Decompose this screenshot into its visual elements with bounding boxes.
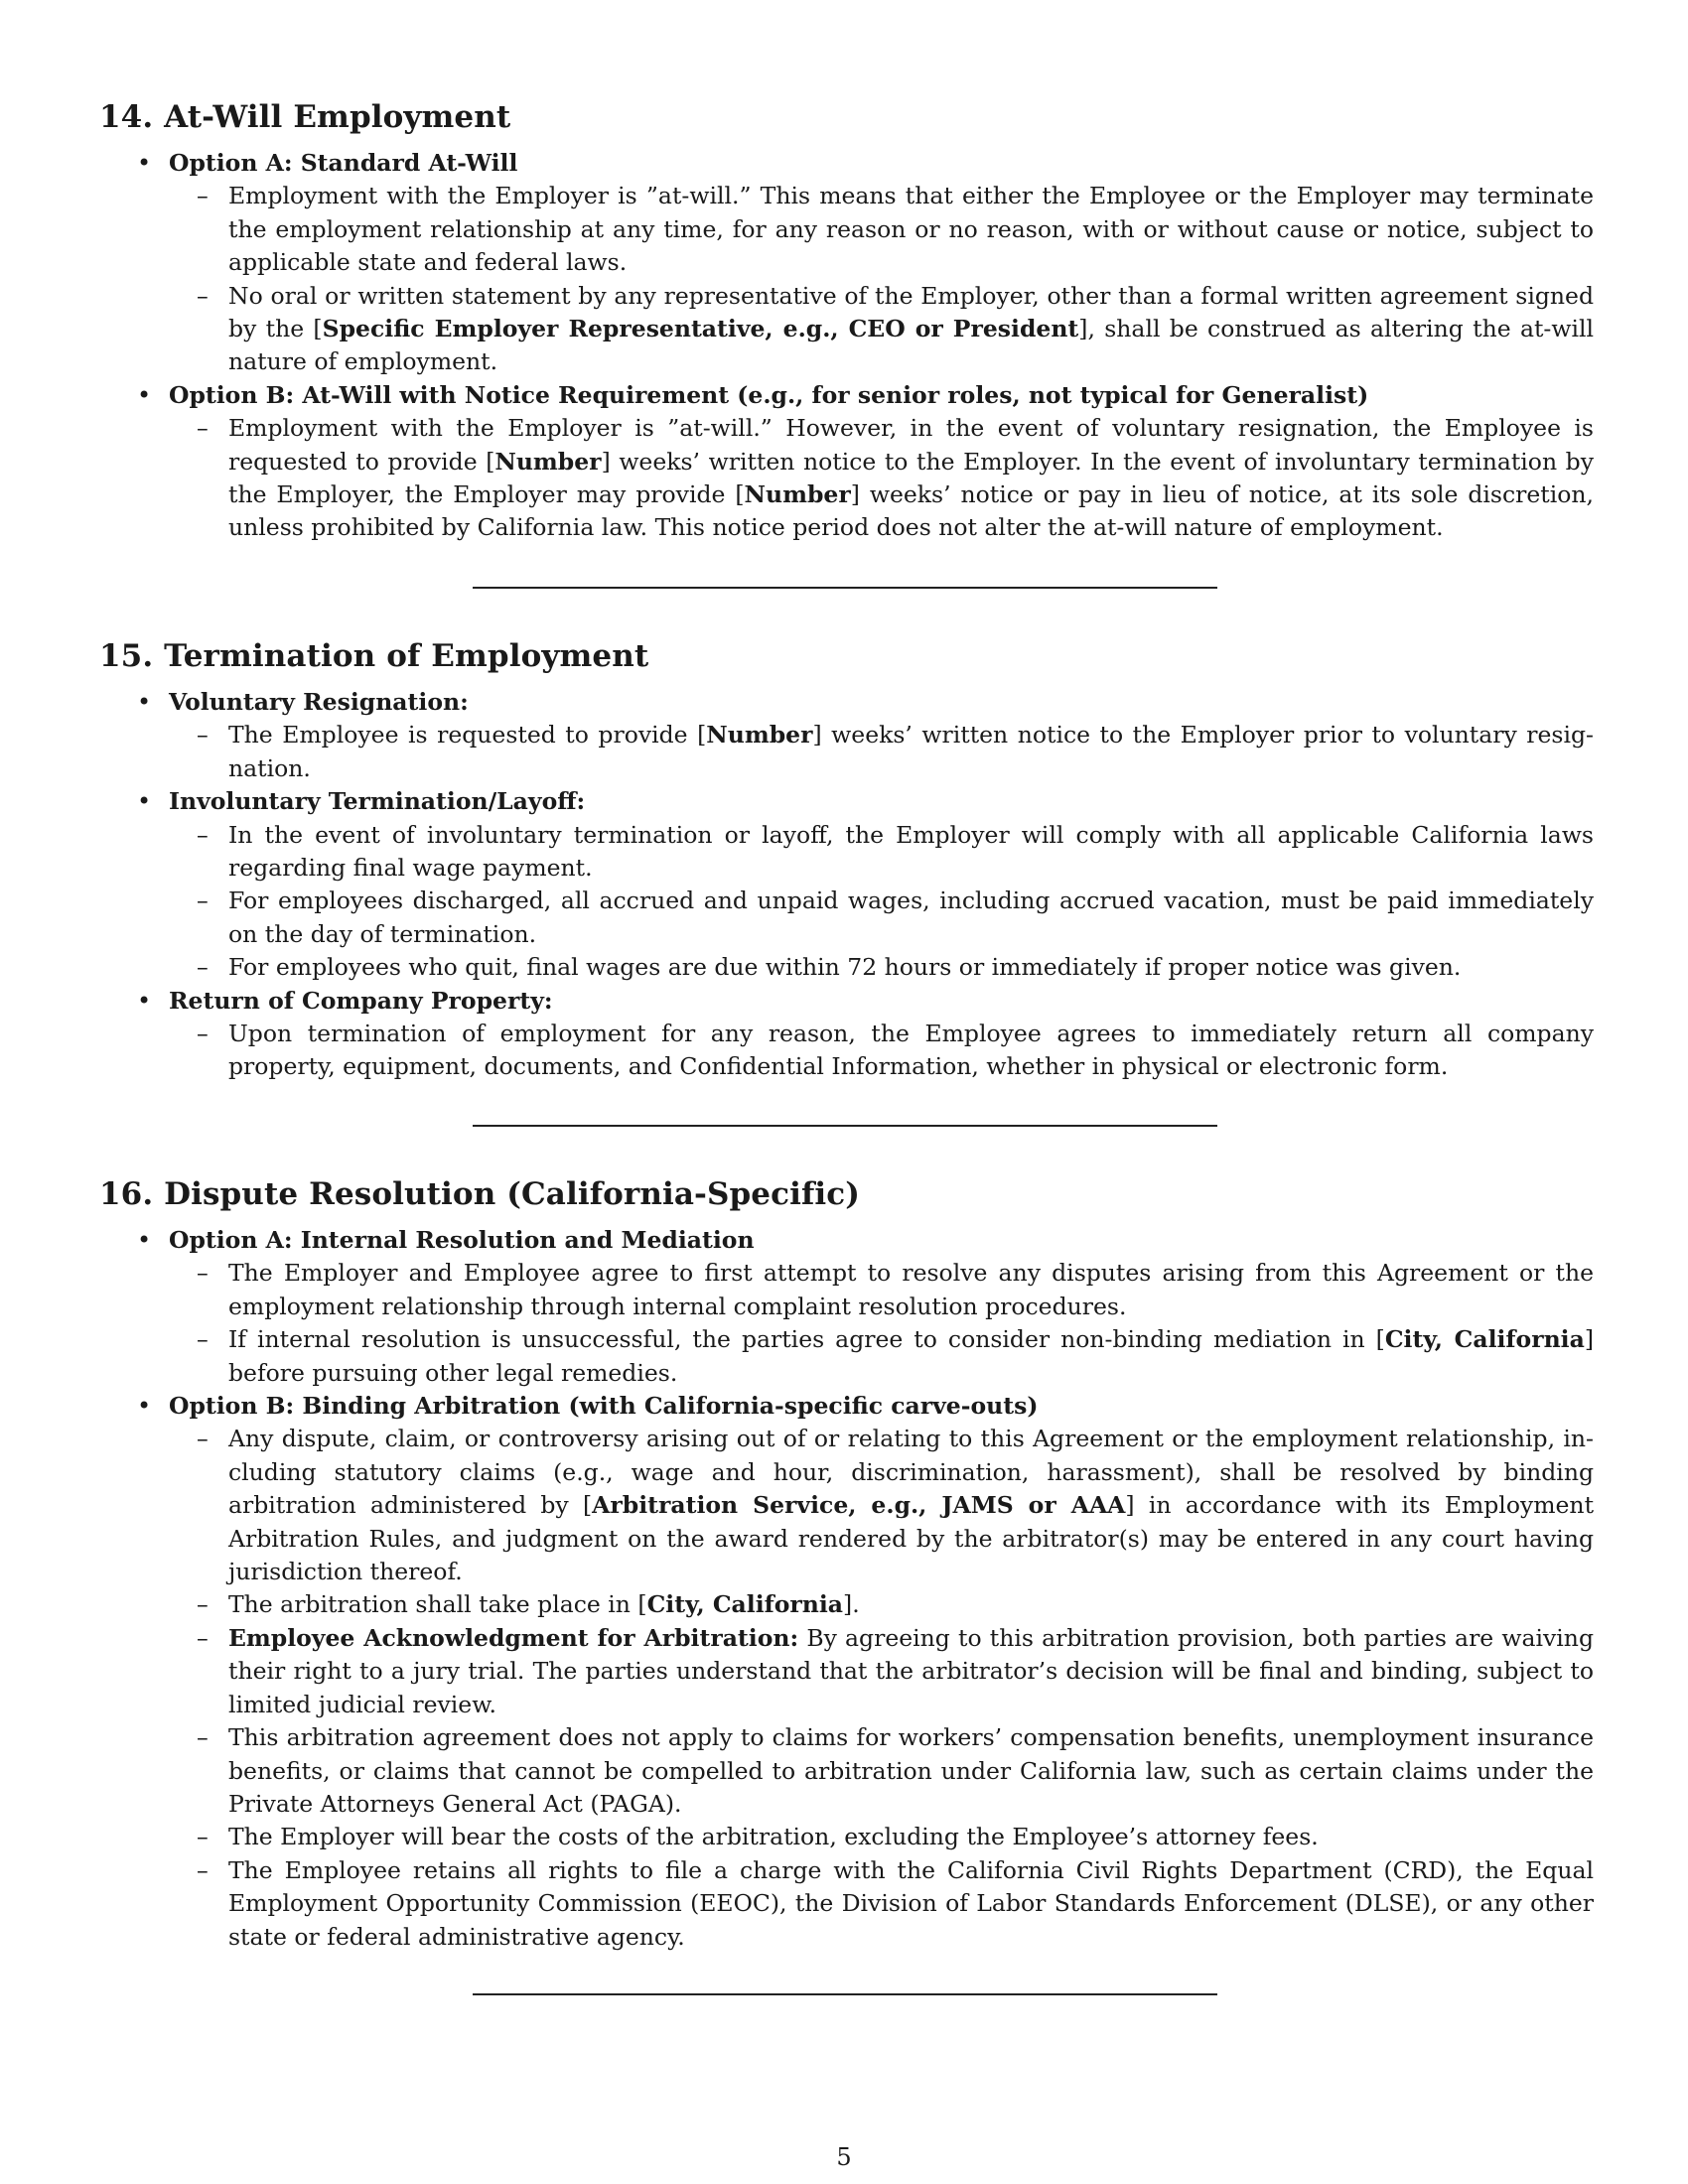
sub-item-list: [169, 819, 1594, 985]
sub-item: [169, 951, 1594, 984]
option-list: [99, 147, 1594, 545]
bullet-icon: •: [137, 688, 152, 716]
body-text: The Employer will bear the costs of the arbitration, excluding the Employee’s attorney fees.: [228, 1823, 1319, 1851]
sub-item-list: [169, 412, 1594, 545]
sub-item-list: [169, 719, 1594, 785]
option-item: [99, 1390, 1594, 1954]
sub-item: [169, 180, 1594, 279]
body-text: This arbitration agreement does not apply to claims for workers’ compensation benefits, unemployment insurance benefits, or claims that cannot be compelled to arbitration under California law, such as certain claims under the Private Attorneys General Act (PAGA).: [228, 1723, 1594, 1818]
bullet-icon: •: [137, 1392, 152, 1421]
sub-item: [169, 1721, 1594, 1821]
placeholder-text: City, California: [1384, 1325, 1585, 1354]
sub-item: [169, 1854, 1594, 1954]
body-text: If internal resolution is unsuccessful, the parties agree to consider non-binding mediation in [: [228, 1325, 1385, 1354]
bullet-icon: •: [137, 1226, 152, 1254]
sub-item: [169, 1423, 1594, 1588]
dash-icon: –: [197, 1823, 209, 1851]
option-list: [99, 686, 1594, 1084]
dash-icon: –: [197, 182, 209, 210]
section-title: 15. Termination of Employment: [99, 638, 649, 674]
sub-item: [169, 819, 1594, 886]
bullet-icon: •: [137, 787, 152, 816]
sub-item: [169, 719, 1594, 785]
dash-icon: –: [197, 953, 209, 982]
body-text: Employment with the Employer is ”at-will.” However, in the event of voluntary resignation, the Employee is requested to provide [: [228, 414, 1594, 476]
dash-icon: –: [197, 1425, 209, 1453]
dash-icon: –: [197, 887, 209, 915]
sub-item: [169, 1622, 1594, 1721]
section-divider: [473, 587, 1217, 589]
dash-icon: –: [197, 721, 209, 750]
dash-icon: –: [197, 1723, 209, 1752]
option-item: [99, 1224, 1594, 1390]
body-text: ], shall be construed as altering the at-will nature of employment.: [228, 315, 1594, 376]
dash-icon: –: [197, 414, 209, 443]
sub-item-list: [169, 1018, 1594, 1084]
option-label: Option B: Binding Arbitration (with California-specific carve-outs): [169, 1392, 1039, 1421]
option-label: Involuntary Termination/Layoff:: [169, 787, 586, 816]
option-item: [99, 785, 1594, 984]
option-label: Option B: At-Will with Notice Requirement (e.g., for senior roles, not typical for Generalist): [169, 380, 1369, 409]
body-text: The arbitration shall take place in [: [228, 1590, 647, 1619]
section-title: 14. At-Will Employment: [99, 99, 511, 135]
section-divider: [473, 1125, 1217, 1127]
placeholder-text: Employee Acknowledgment for Arbitration:: [228, 1623, 799, 1652]
sub-item: [169, 280, 1594, 379]
option-item: [99, 147, 1594, 379]
body-text: For employees discharged, all accrued and unpaid wages, including accrued vacation, must be paid immediately on the day of termination.: [228, 887, 1594, 948]
placeholder-text: Arbitration Service, e.g., JAMS or AAA: [592, 1491, 1126, 1520]
body-text: The Employee retains all rights to file a charge with the California Civil Rights Department (CRD), the Equal Employment Opportunity Commission (EEOC), the Division of Labor Standards Enforcement (DLSE), or any other state or federal administrative agency.: [228, 1855, 1594, 1951]
dash-icon: –: [197, 1020, 209, 1048]
body-text: ] before pursuing other legal remedies.: [228, 1325, 1594, 1387]
body-text: The Employee is requested to provide [: [228, 721, 707, 750]
sub-item: [169, 1821, 1594, 1853]
body-text: For employees who quit, final wages are due within 72 hours or immediately if proper notice was given.: [228, 953, 1462, 982]
body-text: Upon termination of employment for any reason, the Employee agrees to immediately return all company property, equipment, documents, and Confidential Information, whether in physical or electronic form.: [228, 1020, 1594, 1081]
sub-item-list: [169, 180, 1594, 378]
body-text: ] in accordance with its Employment Arbitration Rules, and judgment on the award rendered by the arbitrator(s) may be entered in any court having jurisdiction thereof.: [228, 1491, 1595, 1586]
section-termination-of-employment: [99, 636, 1594, 1084]
sub-item: [169, 1588, 1594, 1621]
section-title: 16. Dispute Resolution (California-Specific): [99, 1176, 861, 1212]
sub-item: [169, 1257, 1594, 1323]
bullet-icon: •: [137, 149, 152, 177]
option-item: [99, 985, 1594, 1084]
body-text: Any dispute, claim, or controversy arising out of or relating to this Agreement or the employment relationship, including statutory claims (e.g., wage and hour, discrimination, harassment), shall be resolved by binding arbitration administered by [: [228, 1425, 1594, 1520]
option-list: [99, 1224, 1594, 1954]
bullet-icon: •: [137, 986, 152, 1015]
option-label: Return of Company Property:: [169, 986, 553, 1015]
section-at-will-employment: [99, 97, 1594, 545]
bullet-icon: •: [137, 380, 152, 409]
dash-icon: –: [197, 1325, 209, 1354]
sub-item: [169, 1018, 1594, 1084]
placeholder-text: Number: [744, 480, 851, 509]
page-number: 5: [836, 2143, 852, 2171]
dash-icon: –: [197, 1623, 209, 1652]
section-divider: [473, 1993, 1217, 1995]
option-label: Voluntary Resignation:: [169, 688, 469, 716]
dash-icon: –: [197, 1590, 209, 1619]
sub-item-list: [169, 1423, 1594, 1954]
dash-icon: –: [197, 1855, 209, 1884]
placeholder-text: City, California: [646, 1590, 844, 1619]
body-text: ] weeks’ written notice to the Employer prior to voluntary resignation.: [228, 721, 1594, 782]
body-text: Employment with the Employer is ”at-will.” This means that either the Employee or the Employer may terminate the employment relationship at any time, for any reason or no reason, with or without cause or notice, subject to applicable state and federal laws.: [228, 182, 1594, 277]
placeholder-text: Number: [494, 447, 602, 476]
option-item: [99, 686, 1594, 785]
body-text: The Employer and Employee agree to first attempt to resolve any disputes arising from this Agreement or the employment relationship through internal complaint resolution procedures.: [228, 1259, 1594, 1320]
sub-item: [169, 885, 1594, 951]
sub-item: [169, 412, 1594, 545]
placeholder-text: Specific Employer Representative, e.g., CEO or President: [322, 315, 1079, 343]
option-item: [99, 379, 1594, 545]
body-text: By agreeing to this arbitration provision, both parties are waiving their right to a jury trial. The parties understand that the arbitrator’s decision will be final and binding, subject to limited judicial review.: [228, 1623, 1594, 1718]
body-text: No oral or written statement by any representative of the Employer, other than a formal written agreement signed by the [: [228, 281, 1594, 343]
body-text: ] weeks’ written notice to the Employer. In the event of involuntary termination by the Employer, the Employer may provide [: [228, 447, 1594, 509]
option-label: Option A: Internal Resolution and Mediation: [169, 1226, 755, 1254]
dash-icon: –: [197, 1259, 209, 1288]
dash-icon: –: [197, 281, 209, 310]
placeholder-text: Number: [706, 721, 813, 750]
option-label: Option A: Standard At-Will: [169, 149, 518, 177]
body-text: ].: [843, 1590, 860, 1619]
body-text: In the event of involuntary termination or layoff, the Employer will comply with all applicable California laws regarding final wage payment.: [228, 820, 1594, 883]
sub-item-list: [169, 1257, 1594, 1390]
section-dispute-resolution: [99, 1174, 1594, 1954]
dash-icon: –: [197, 820, 209, 849]
body-text: ] weeks’ notice or pay in lieu of notice, at its sole discretion, unless prohibited by California law. This notice period does not alter the at-will nature of employment.: [228, 480, 1594, 542]
sub-item: [169, 1323, 1594, 1390]
